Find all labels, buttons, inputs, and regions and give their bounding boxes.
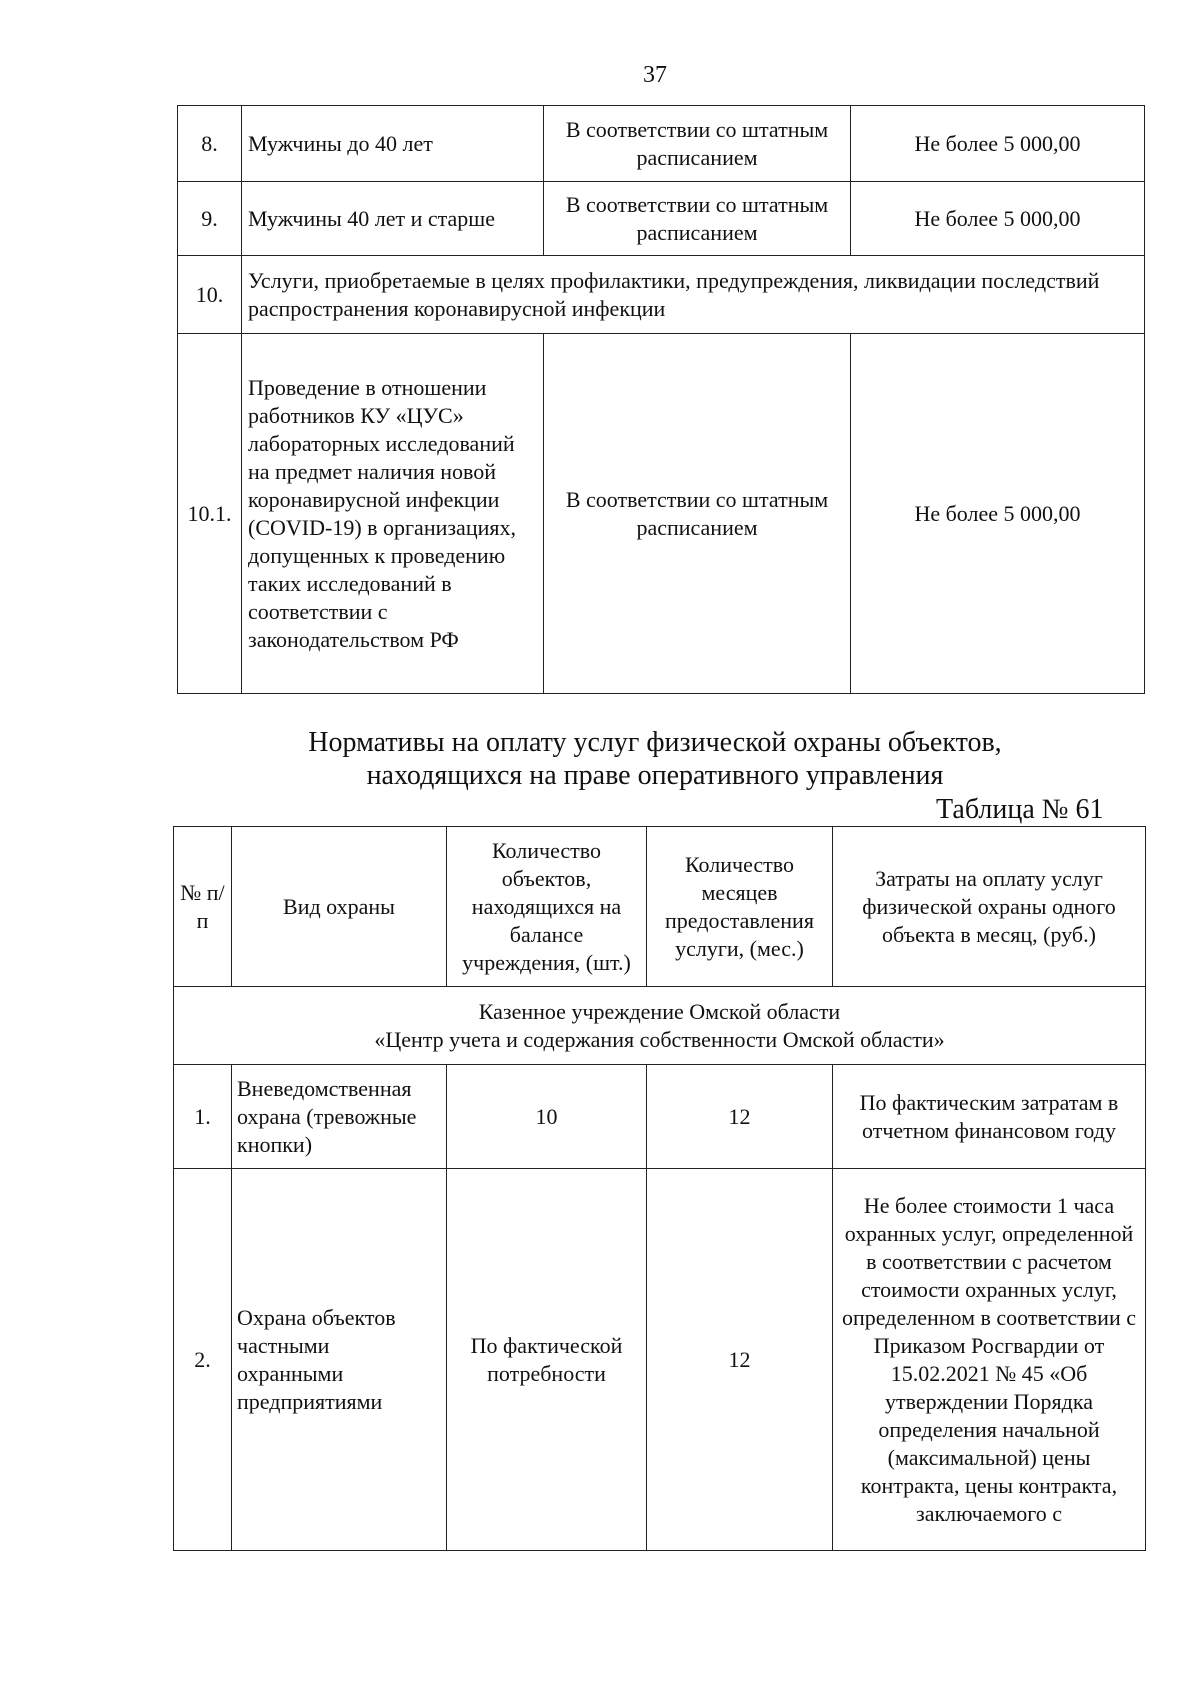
- row-number: 9.: [178, 182, 242, 256]
- table-row: [178, 182, 1145, 256]
- cost-cell: По фактическим затратам в отчетном финансовом году: [833, 1065, 1146, 1169]
- table-row: [178, 106, 1145, 182]
- institution-line: «Центр учета и содержания собственности Омской области»: [374, 1026, 945, 1052]
- quantity-cell: В соответствии со штатным расписанием: [544, 334, 851, 694]
- cost-cell: Не более 5 000,00: [851, 106, 1145, 182]
- header-cell: Затраты на оплату услуг физической охраны одного объекта в месяц, (руб.): [833, 827, 1146, 987]
- page-number: 37: [643, 62, 667, 88]
- row-number: 1.: [174, 1065, 232, 1169]
- quantity-cell: В соответствии со штатным расписанием: [544, 106, 851, 182]
- institution-cell: [174, 987, 1146, 1065]
- security-type-cell: Охрана объектов частными охранными предприятиями: [232, 1169, 447, 1551]
- section-row: [174, 987, 1146, 1065]
- cost-cell: Не более 5 000,00: [851, 334, 1145, 694]
- header-cell: № п/п: [174, 827, 232, 987]
- months-cell: 12: [647, 1169, 833, 1551]
- table-row: [178, 256, 1145, 334]
- table-caption: Таблица № 61: [936, 794, 1104, 825]
- security-services-table: [173, 826, 1146, 1551]
- row-number: 8.: [178, 106, 242, 182]
- row-number: 2.: [174, 1169, 232, 1551]
- object-count-cell: По фактической потребности: [447, 1169, 647, 1551]
- table-row: [174, 1065, 1146, 1169]
- header-cell: Вид охраны: [232, 827, 447, 987]
- header-cell: Количество месяцев предоставления услуги, (мес.): [647, 827, 833, 987]
- category-cell: Проведение в отношении работников КУ «ЦУС» лабораторных исследований на предмет наличия новой коронавирусной инфекции (COVID-19) в организациях, допущенных к проведению таких исследований в соответствии с законодательством РФ: [242, 334, 544, 694]
- section-title: [0, 726, 1200, 792]
- category-cell: Мужчины до 40 лет: [242, 106, 544, 182]
- header-row: [174, 827, 1146, 987]
- security-type-cell: Вневедомственная охрана (тревожные кнопки): [232, 1065, 447, 1169]
- quantity-cell: В соответствии со штатным расписанием: [544, 182, 851, 256]
- months-cell: 12: [647, 1065, 833, 1169]
- institution-line: Казенное учреждение Омской области: [478, 998, 841, 1024]
- section-title-line: находящихся на праве оперативного управления: [366, 760, 944, 791]
- merged-category-cell: Услуги, приобретаемые в целях профилактики, предупреждения, ликвидации последствий распространения коронавирусной инфекции: [242, 256, 1145, 334]
- row-number: 10.: [178, 256, 242, 334]
- object-count-cell: 10: [447, 1065, 647, 1169]
- category-cell: Мужчины 40 лет и старше: [242, 182, 544, 256]
- cost-cell: Не более стоимости 1 часа охранных услуг, определенной в соответствии с расчетом стоимости охранных услуг, определенном в соответствии с Приказом Росгвардии от 15.02.2021 № 45 «Об утверждении Порядка определения начальной (максимальной) цены контракта, цены контракта, заключаемого с: [833, 1169, 1146, 1551]
- cost-cell: Не более 5 000,00: [851, 182, 1145, 256]
- row-number: 10.1.: [178, 334, 242, 694]
- header-cell: Количество объектов, находящихся на балансе учреждения, (шт.): [447, 827, 647, 987]
- table-row: [174, 1169, 1146, 1551]
- staff-services-table: [177, 105, 1145, 694]
- section-title-line: Нормативы на оплату услуг физической охраны объектов,: [308, 727, 1002, 758]
- table-row: [178, 334, 1145, 694]
